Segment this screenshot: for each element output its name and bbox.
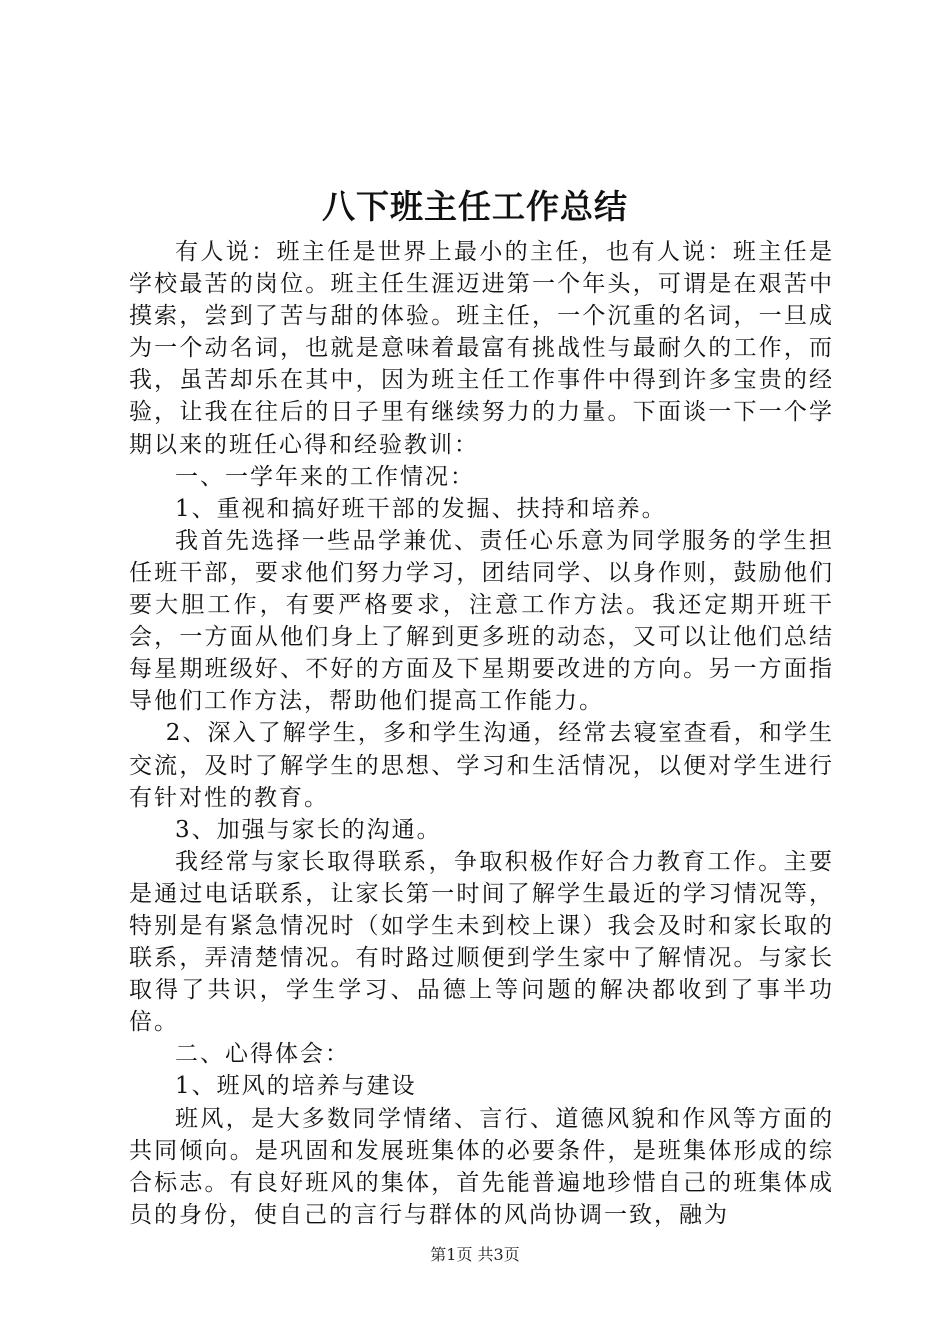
subheading-parent-communication: 3、加强与家长的沟通。 <box>175 816 442 843</box>
page-number-footer: 第1页 共3页 <box>430 1245 520 1264</box>
paragraph-intro: 有人说：班主任是世界上最小的主任，也有人说：班主任是学校最苦的岗位。班主任生涯迈进第一个年头，可谓是在艰苦中摸索，尝到了苦与甜的体验。班主任，一个沉重的名词，一旦成为一个动名词，也就是意味着最富有挑战性与最耐久的工作，而我，虽苦却乐在其中，因为班主任工作事件中得到许多宝贵的经验，让我在往后的日子里有继续努力的力量。下面谈一下一个学期以来的班任心得和经验教训： <box>129 239 834 458</box>
section-heading-experience: 二、心得体会： <box>175 1041 350 1068</box>
subheading-class-spirit: 1、班风的培养与建设 <box>175 1073 417 1100</box>
document-title: 八下班主任工作总结 <box>322 187 628 226</box>
subheading-class-cadres: 1、重视和搞好班干部的发掘、扶持和培养。 <box>175 495 667 522</box>
paragraph-class-cadres: 我首先选择一些品学兼优、责任心乐意为同学服务的学生担任班干部，要求他们努力学习，团结同学、以身作则，鼓励他们要大胆工作，有要严格要求，注意工作方法。我还定期开班干会，一方面从他们身上了解到更多班的动态，又可以让他们总结每星期班级好、不好的方面及下星期要改进的方向。另一方面指导他们工作方法，帮助他们提高工作能力。 <box>129 527 834 715</box>
paragraph-parent-communication: 我经常与家长取得联系，争取积极作好合力教育工作。主要是通过电话联系，让家长第一时间了解学生最近的学习情况等，特别是有紧急情况时（如学生未到校上课）我会及时和家长取的联系，弄清楚情况。有时路过顺便到学生家中了解情况。与家长取得了共识，学生学习、品德上等问题的解决都收到了事半功倍。 <box>129 848 834 1036</box>
paragraph-understand-students: 2、深入了解学生，多和学生沟通，经常去寝室查看，和学生交流，及时了解学生的思想、学习和生活情况，以便对学生进行有针对性的教育。 <box>129 720 834 811</box>
paragraph-class-spirit: 班风，是大多数同学情绪、言行、道德风貌和作风等方面的共同倾向。是巩固和发展班集体的必要条件，是班集体形成的综合标志。有良好班风的集体，首先能普遍地珍惜自己的班集体成员的身份，使自己的言行与群体的风尚协调一致，融为 <box>129 1105 834 1228</box>
document-body <box>129 236 834 1231</box>
section-heading-work-situation: 一、一学年来的工作情况： <box>175 463 475 490</box>
